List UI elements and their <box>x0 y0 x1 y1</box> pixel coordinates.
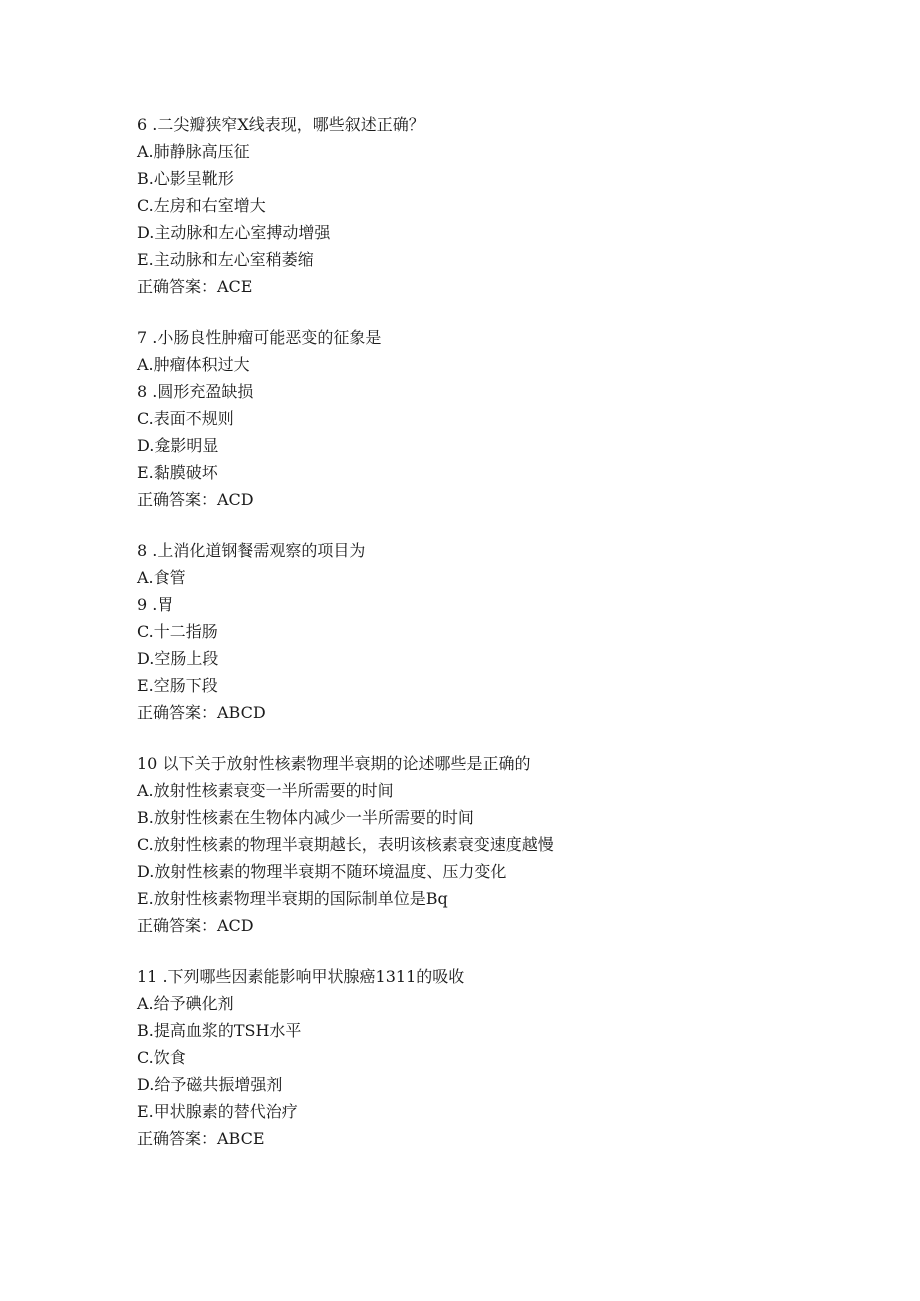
question-8 <box>137 537 877 726</box>
question-stem: 10 以下关于放射性核素物理半衰期的论述哪些是正确的 <box>137 754 531 773</box>
option-e: E.主动脉和左心室稍萎缩 <box>137 250 314 269</box>
question-stem: 6 .二尖瓣狭窄X线表现，哪些叙述正确？ <box>137 115 425 134</box>
question-stem: 8 .上消化道钢餐需观察的项目为 <box>137 541 366 560</box>
option-d: D.放射性核素的物理半衰期不随环境温度、压力变化 <box>137 862 507 881</box>
option-e: E.甲状腺素的替代治疗 <box>137 1102 298 1121</box>
option-e: E.空肠下段 <box>137 676 218 695</box>
correct-answer: 正确答案：ACD <box>137 490 254 509</box>
option-c: C.饮食 <box>137 1048 186 1067</box>
option-c: C.十二指肠 <box>137 622 218 641</box>
option-a: A.食管 <box>137 568 186 587</box>
question-11 <box>137 963 877 1152</box>
option-c: C.表面不规则 <box>137 409 234 428</box>
option-d: D.空肠上段 <box>137 649 219 668</box>
question-stem: 11 .下列哪些因素能影响甲状腺癌1311的吸收 <box>137 967 465 986</box>
option-d: D.龛影明显 <box>137 436 219 455</box>
option-d: D.主动脉和左心室搏动增强 <box>137 223 331 242</box>
option-b: B.心影呈靴形 <box>137 169 234 188</box>
option-a: A.放射性核素衰变一半所需要的时间 <box>137 781 394 800</box>
correct-answer: 正确答案：ACE <box>137 277 253 296</box>
question-10 <box>137 750 877 939</box>
option-b: B.放射性核素在生物体内减少一半所需要的时间 <box>137 808 474 827</box>
option-e: E.放射性核素物理半衰期的国际制单位是Bq <box>137 889 448 908</box>
option-c: C.左房和右室增大 <box>137 196 266 215</box>
correct-answer: 正确答案：ABCD <box>137 703 266 722</box>
correct-answer: 正确答案：ABCE <box>137 1129 265 1148</box>
option-b: 9 .胃 <box>137 595 174 614</box>
option-b: 8 .圆形充盈缺损 <box>137 382 254 401</box>
option-d: D.给予磁共振增强剂 <box>137 1075 283 1094</box>
option-a: A.给予碘化剂 <box>137 994 234 1013</box>
question-6 <box>137 111 877 300</box>
option-a: A.肺静脉高压征 <box>137 142 250 161</box>
correct-answer: 正确答案：ACD <box>137 916 254 935</box>
question-stem: 7 .小肠良性肿瘤可能恶变的征象是 <box>137 328 382 347</box>
option-e: E.黏膜破坏 <box>137 463 218 482</box>
option-b: B.提高血浆的TSH水平 <box>137 1021 302 1040</box>
option-a: A.肿瘤体积过大 <box>137 355 250 374</box>
option-c: C.放射性核素的物理半衰期越长，表明该核素衰变速度越慢 <box>137 835 554 854</box>
question-7 <box>137 324 877 513</box>
